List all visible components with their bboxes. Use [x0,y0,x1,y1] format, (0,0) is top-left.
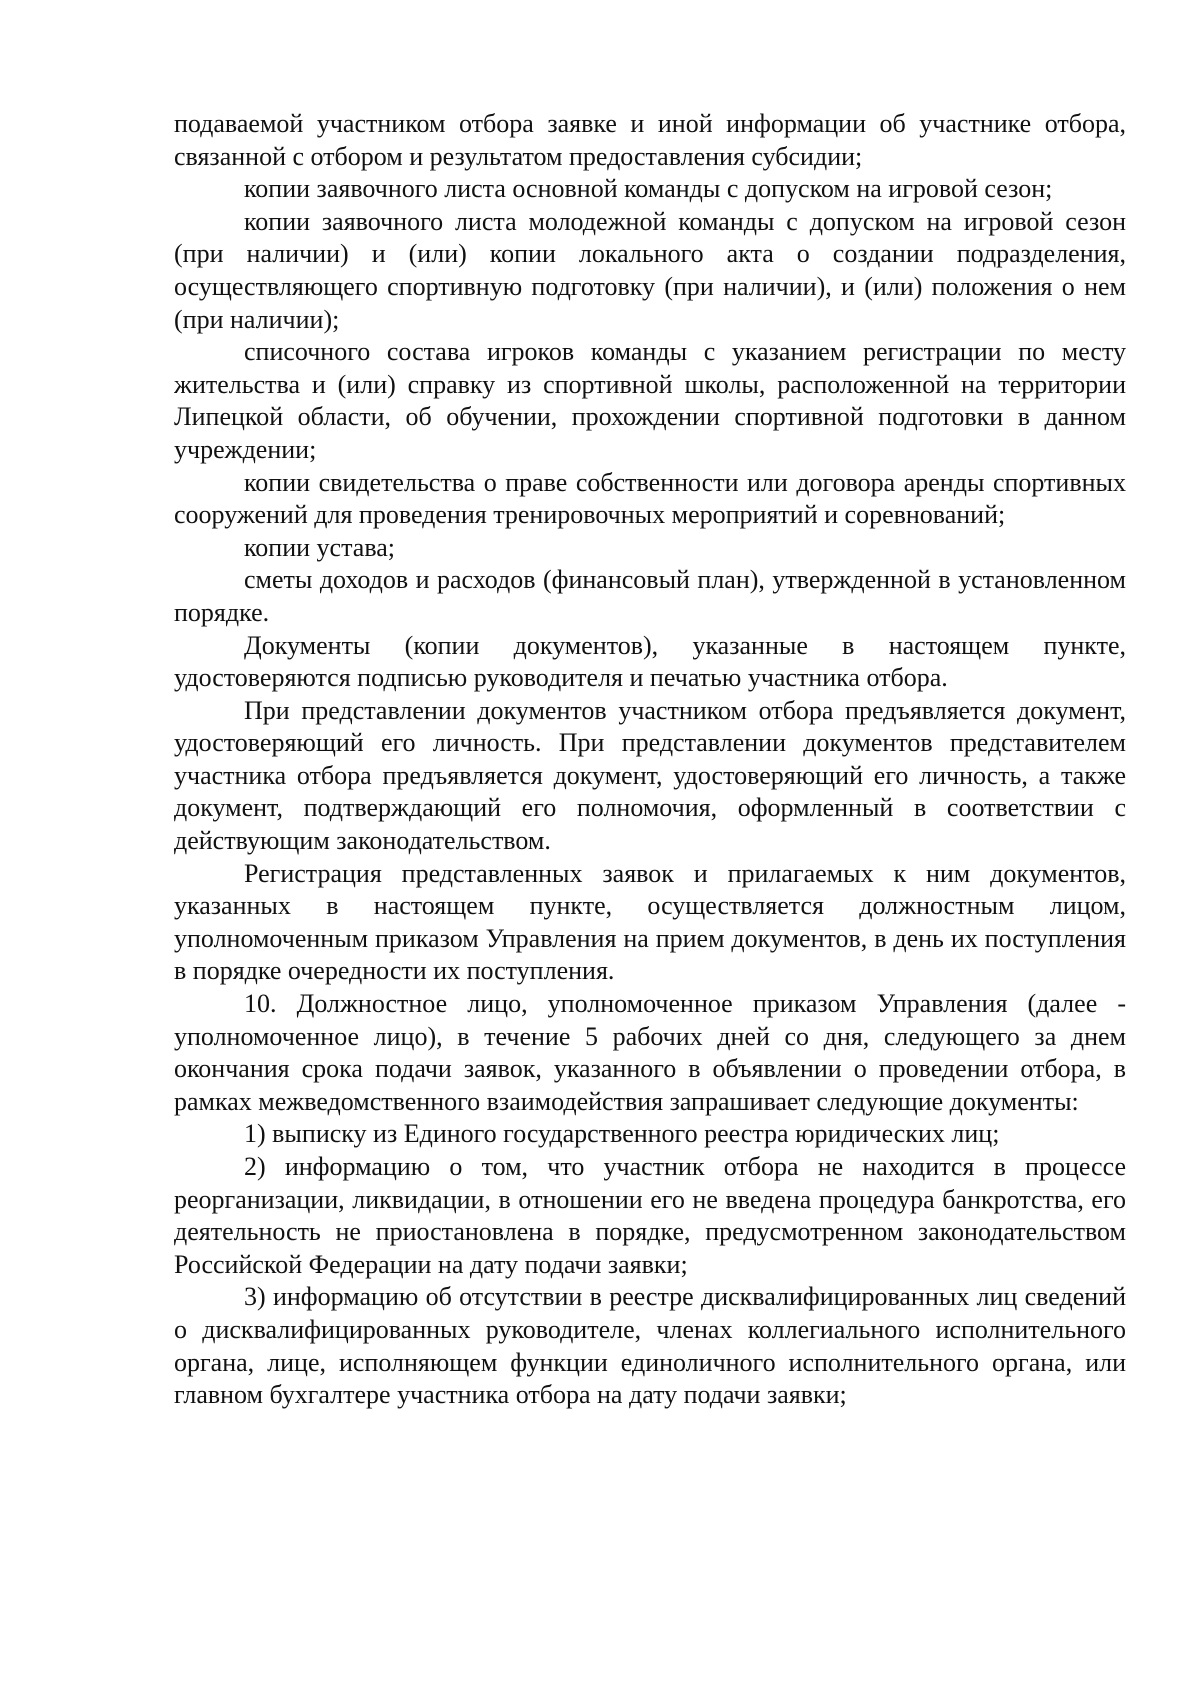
paragraph-identity-document: При представлении документов участником отбора предъявляется документ, удостоверяющий его личность. При представлении документов представителем участника отбора предъявляется документ, удостоверяющий его личность, а также документ, подтверждающий его полномочия, оформленный в соответствии с действующим законодательством. [174,695,1126,856]
paragraph-subitem-3: 3) информацию об отсутствии в реестре дисквалифицированных лиц сведений о дисквалифицированных руководителе, членах коллегиального исполнительного органа, лице, исполняющем функции единоличного исполнительного органа, или главном бухгалтере участника отбора на дату подачи заявки; [174,1282,1126,1410]
paragraph-continuation: подаваемой участником отбора заявке и иной информации об участнике отбора, связанной с отбором и результатом предоставления субсидии; [174,109,1126,171]
paragraph-budget-estimate: сметы доходов и расходов (финансовый план), утвержденной в установленном порядке. [174,565,1126,627]
paragraph-item-10: 10. Должностное лицо, уполномоченное приказом Управления (далее - уполномоченное лицо), в течение 5 рабочих дней со дня, следующего за днем окончания срока подачи заявок, указанного в объявлении о проведении отбора, в рамках межведомственного взаимодействия запрашивает следующие документы: [174,989,1126,1116]
paragraph-certification: Документы (копии документов), указанные в настоящем пункте, удостоверяются подписью руководителя и печатью участника отбора. [174,630,1126,693]
paragraph-player-list: списочного состава игроков команды с указанием регистрации по месту жительства и (или) справку из спортивной школы, расположенной на территории Липецкой области, об обучении, прохождении спортивной подготовки в данном учреждении; [174,337,1126,464]
paragraph-charter: копии устава; [244,532,396,562]
paragraph-subitem-2: 2) информацию о том, что участник отбора не находится в процессе реорганизации, ликвидации, в отношении его не введена процедура банкротства, его деятельность не приостановлена в порядке, предусмотренном законодательством Российской Федерации на дату подачи заявки; [174,1152,1126,1279]
paragraph-registration: Регистрация представленных заявок и прилагаемых к ним документов, указанных в настоящем пункте, осуществляется должностным лицом, уполномоченным приказом Управления на прием документов, в день их поступления в порядке очередности их поступления. [174,858,1126,986]
document-page [174,108,1126,1668]
paragraph-youth-team-roster: копии заявочного листа молодежной команды с допуском на игровой сезон (при наличии) и (или) копии локального акта о создании подразделения, осуществляющего спортивную подготовку (при наличии), и (или) положения о нем (при наличии); [174,206,1126,334]
paragraph-property-certificate: копии свидетельства о праве собственности или договора аренды спортивных сооружений для проведения тренировочных мероприятий и соревнований; [174,467,1126,530]
paragraph-main-team-roster: копии заявочного листа основной команды с допуском на игровой сезон; [244,174,1053,204]
paragraph-subitem-1: 1) выписку из Единого государственного реестра юридических лиц; [244,1119,1000,1149]
